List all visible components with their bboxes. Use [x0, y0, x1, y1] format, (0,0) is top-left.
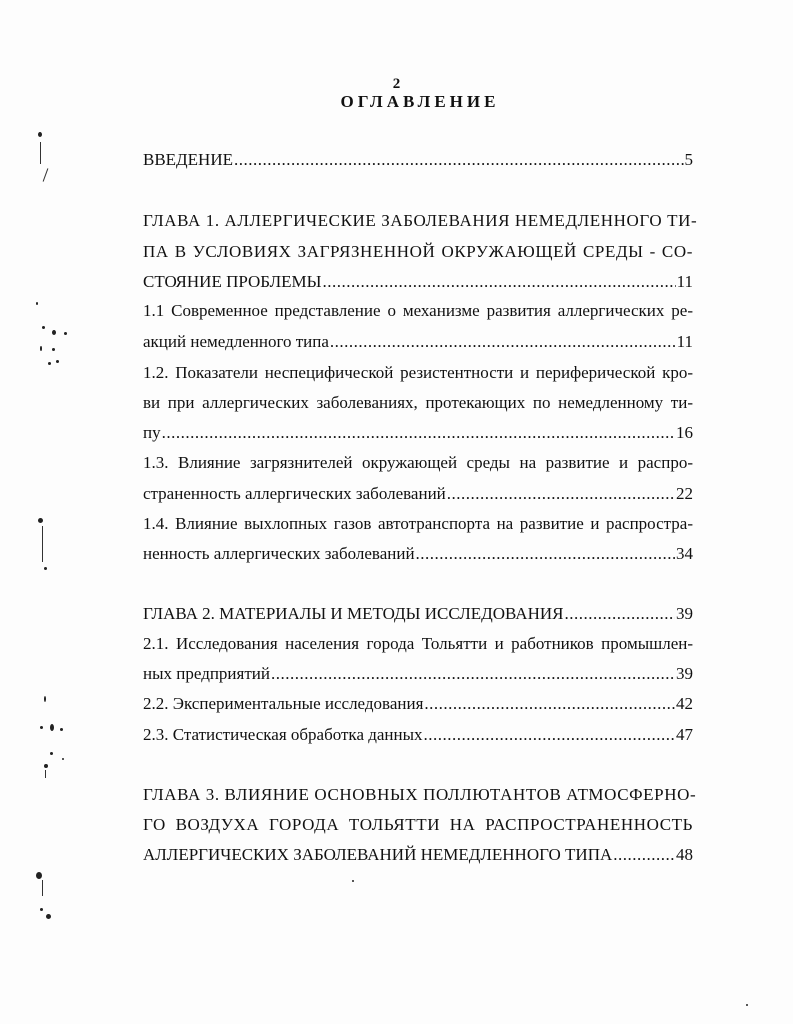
- dot-leader: [162, 421, 675, 445]
- toc-entry-1-4[interactable]: [143, 542, 693, 566]
- toc-entry-text: страненность аллергических заболеваний: [143, 484, 446, 503]
- toc-entry-1-1-line-1[interactable]: 1.1 Современное представление о механизме развития аллергических ре-: [143, 301, 693, 320]
- dot-leader: [271, 662, 675, 686]
- toc-entry-chapter-3-line-1[interactable]: ГЛАВА 3. ВЛИЯНИЕ ОСНОВНЫХ ПОЛЛЮТАНТОВ АТМОСФЕРНО-: [143, 785, 697, 804]
- toc-title: ОГЛАВЛЕНИЕ: [340, 92, 500, 111]
- toc-entry-chapter-1-line-1[interactable]: ГЛАВА 1. АЛЛЕРГИЧЕСКИЕ ЗАБОЛЕВАНИЯ НЕМЕДЛЕННОГО ТИ-: [143, 211, 698, 230]
- toc-page-number: 11: [676, 332, 693, 351]
- toc-entry-chapter-1-line-2[interactable]: ПА В УСЛОВИЯХ ЗАГРЯЗНЕННОЙ ОКРУЖАЮЩЕЙ СРЕДЫ - СО-: [143, 242, 693, 261]
- dot-leader: [234, 148, 684, 172]
- toc-entry-chapter-3[interactable]: [143, 843, 693, 867]
- toc-entry-1-1[interactable]: [143, 330, 693, 354]
- dot-leader: [564, 602, 675, 626]
- toc-page-number: 16: [676, 423, 693, 442]
- toc-page-number: 5: [684, 150, 693, 169]
- toc-entry-1-4-line-1[interactable]: 1.4. Влияние выхлопных газов автотранспорта на развитие и распростра-: [143, 514, 693, 533]
- toc-page-number: 48: [676, 845, 693, 864]
- toc-page-number: 39: [676, 664, 693, 683]
- toc-page-number: 47: [676, 725, 693, 744]
- scan-speck: [352, 880, 354, 882]
- toc-entry-text: ВВЕДЕНИЕ: [143, 150, 233, 169]
- dot-leader: [613, 843, 675, 867]
- toc-entry-1-2-line-2[interactable]: ви при аллергических заболеваниях, протекающих по немедленному ти-: [143, 393, 693, 412]
- toc-entry-introduction[interactable]: [143, 148, 693, 172]
- toc-entry-2-1[interactable]: [143, 662, 693, 686]
- toc-entry-text: АЛЛЕРГИЧЕСКИХ ЗАБОЛЕВАНИЙ НЕМЕДЛЕННОГО ТИПА: [143, 845, 613, 864]
- dot-leader: [323, 270, 676, 294]
- dot-leader: [424, 692, 675, 716]
- toc-entry-text: 2.3. Статистическая обработка данных: [143, 725, 423, 744]
- toc-page-number: 22: [676, 484, 693, 503]
- toc-entry-text: СТОЯНИЕ ПРОБЛЕМЫ: [143, 272, 322, 291]
- toc-entry-2-3[interactable]: [143, 723, 693, 747]
- toc-entry-text: ненность аллергических заболеваний: [143, 544, 415, 563]
- dot-leader: [330, 330, 676, 354]
- toc-entry-2-2[interactable]: [143, 692, 693, 716]
- toc-entry-chapter-3-line-2[interactable]: ГО ВОЗДУХА ГОРОДА ТОЛЬЯТТИ НА РАСПРОСТРАНЕННОСТЬ: [143, 815, 693, 834]
- page-number: 2: [392, 76, 401, 92]
- toc-page-number: 11: [676, 272, 693, 291]
- toc-entry-chapter-1[interactable]: [143, 270, 693, 294]
- scan-margin-marks: [0, 0, 80, 1024]
- toc-page-number: 34: [676, 544, 693, 563]
- toc-entry-text: 2.2. Экспериментальные исследования: [143, 694, 424, 713]
- toc-entry-1-2-line-1[interactable]: 1.2. Показатели неспецифической резистентности и периферической кро-: [143, 363, 693, 382]
- toc-entry-text: ных предприятий: [143, 664, 270, 683]
- toc-entry-1-3-line-1[interactable]: 1.3. Влияние загрязнителей окружающей среды на развитие и распро-: [143, 453, 693, 472]
- toc-page-number: 42: [676, 694, 693, 713]
- dot-leader: [447, 482, 675, 506]
- toc-entry-text: акций немедленного типа: [143, 332, 329, 351]
- toc-entry-text: пу: [143, 423, 161, 442]
- dot-leader: [416, 542, 675, 566]
- toc-entry-1-3[interactable]: [143, 482, 693, 506]
- toc-entry-text: ГЛАВА 2. МАТЕРИАЛЫ И МЕТОДЫ ИССЛЕДОВАНИЯ: [143, 604, 564, 623]
- dot-leader: [424, 723, 675, 747]
- toc-entry-chapter-2[interactable]: [143, 602, 693, 626]
- toc-entry-2-1-line-1[interactable]: 2.1. Исследования населения города Тольятти и работников промышлен-: [143, 634, 693, 653]
- toc-page-number: 39: [676, 604, 693, 623]
- toc-entry-1-2[interactable]: [143, 421, 693, 445]
- scan-speck: [746, 1004, 748, 1006]
